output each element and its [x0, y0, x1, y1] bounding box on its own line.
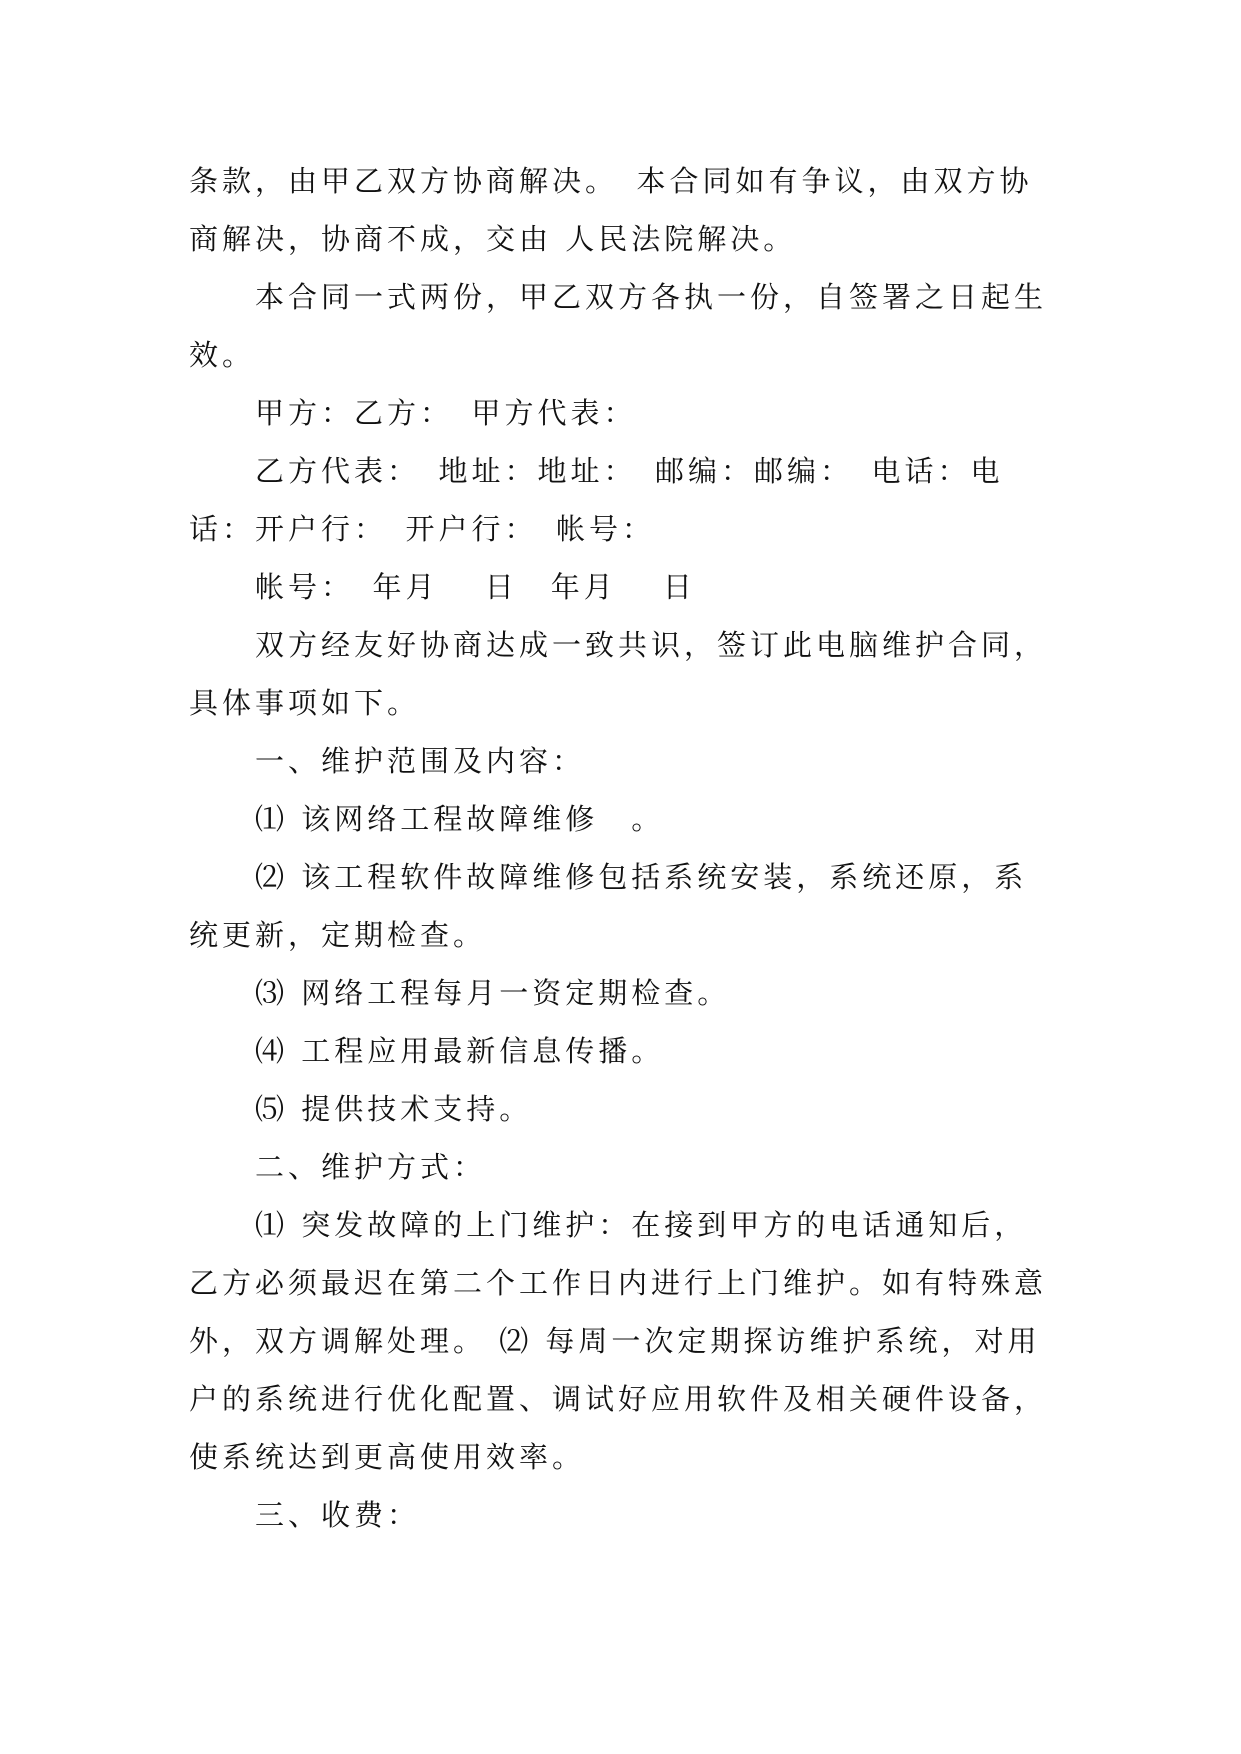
paragraph-party-details: 乙方代表： 地址：地址： 邮编：邮编： 电话：电话：开户行： 开户行： 帐号：: [189, 454, 1004, 546]
paragraph-account-dates: 帐号： 年月 日 年月 日: [255, 570, 696, 604]
paragraph-method-details: ⑴ 突发故障的上门维护：在接到甲方的电话通知后，乙方必须最迟在第二个工作日内进行上门维护。如有特殊意外，双方调解处理。 ⑵ 每周一次定期探访维护系统，对用户的系统进行优化配置、调试好应用软件及相关硬件设备，使系统达到更高使用效率。: [189, 1208, 1048, 1474]
section-heading-scope: 一、维护范围及内容：: [255, 744, 586, 778]
section-heading-method: 二、维护方式：: [255, 1150, 487, 1184]
list-item-scope-5: ⑸ 提供技术支持。: [255, 1092, 533, 1126]
list-item-scope-3: ⑶ 网络工程每月一资定期检查。: [255, 976, 731, 1010]
list-item-scope-4: ⑷ 工程应用最新信息传播。: [255, 1034, 665, 1068]
list-item-scope-1: ⑴ 该网络工程故障维修 。: [255, 802, 665, 836]
list-item-scope-2: ⑵ 该工程软件故障维修包括系统安装，系统还原，系统更新，定期检查。: [189, 860, 1028, 952]
section-heading-fees: 三、收费：: [255, 1498, 421, 1532]
document-page: [189, 152, 1049, 1544]
paragraph-copies-effective: 本合同一式两份，甲乙双方各执一份，自签署之日起生效。: [189, 280, 1048, 372]
paragraph-intro: 双方经友好协商达成一致共识，签订此电脑维护合同，具体事项如下。: [189, 628, 1048, 720]
paragraph-party-labels: 甲方：乙方： 甲方代表：: [255, 396, 637, 430]
paragraph-dispute-resolution: 条款，由甲乙双方协商解决。 本合同如有争议，由双方协商解决，协商不成，交由 人民法院解决。: [189, 164, 1033, 256]
